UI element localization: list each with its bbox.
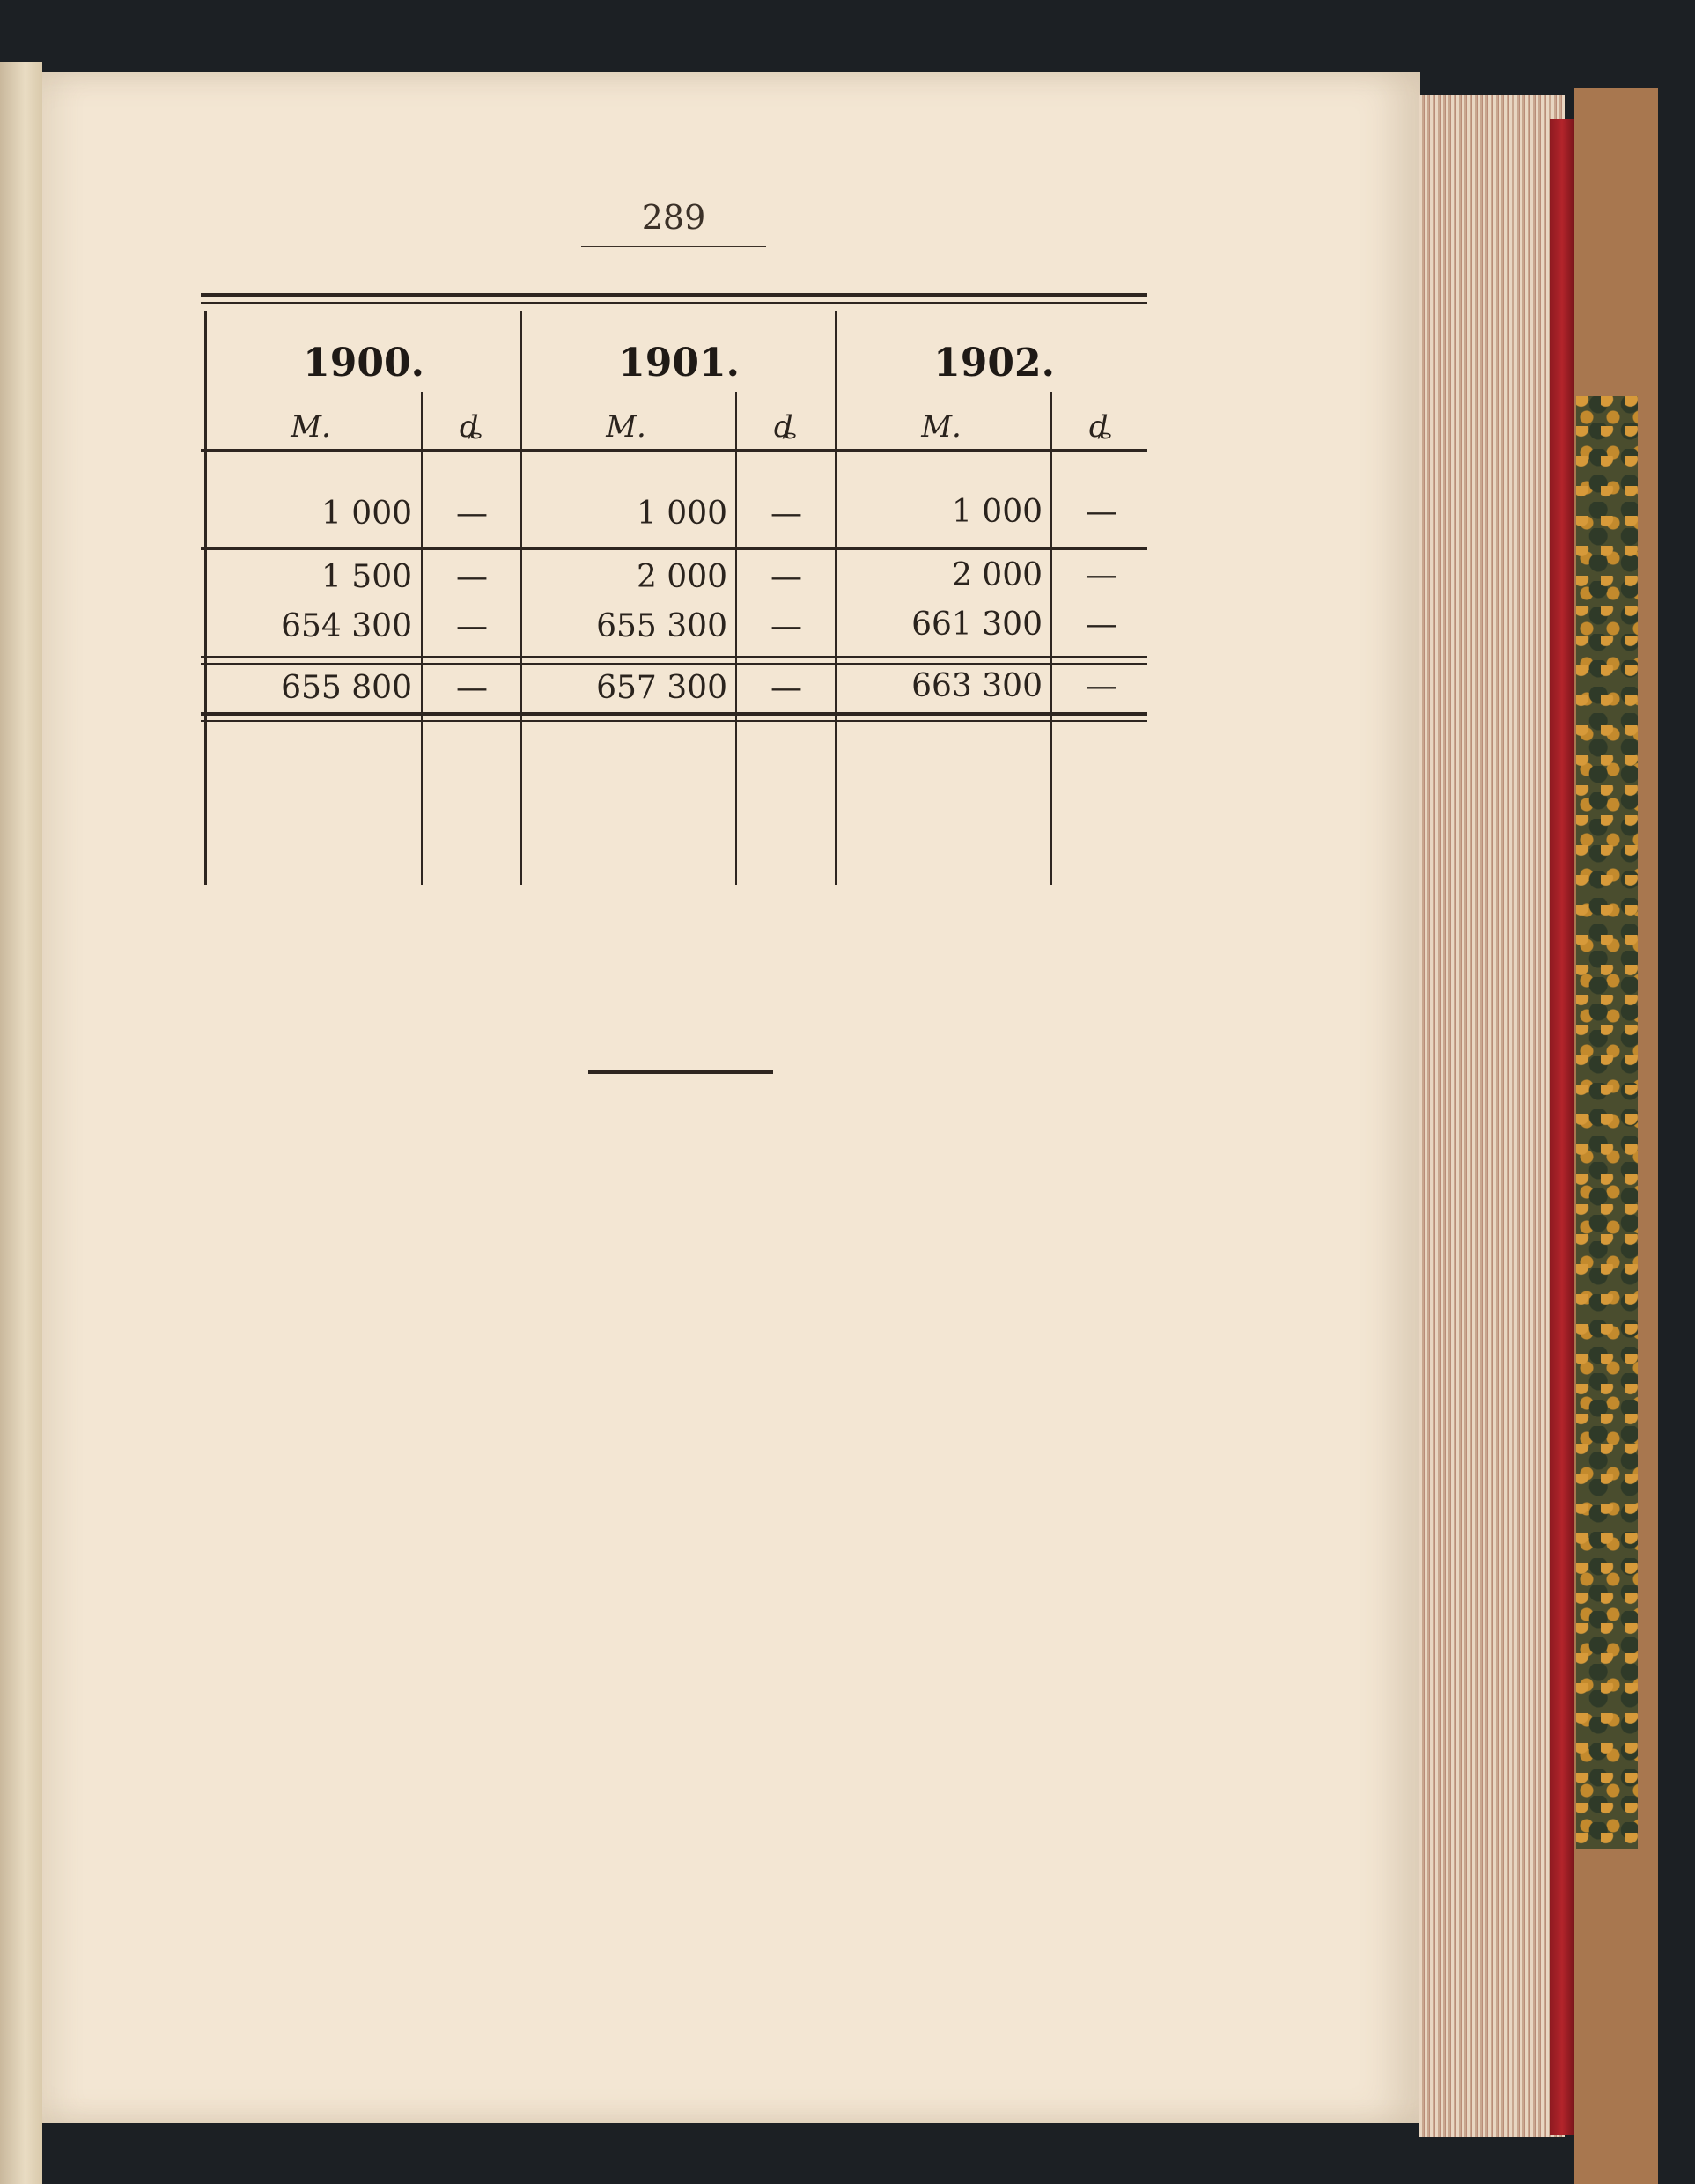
table-cell: — xyxy=(770,608,802,644)
unit-mark-1900: M. xyxy=(291,409,331,445)
table-top-rule xyxy=(201,293,1147,297)
total-rule xyxy=(201,656,1147,658)
table-cell: — xyxy=(770,559,802,595)
table-cell: 655 300 xyxy=(596,608,727,644)
table-col-line xyxy=(204,462,207,885)
table-total-cell: — xyxy=(456,670,488,706)
marbled-spine xyxy=(1576,396,1638,1849)
table-top-rule-2 xyxy=(201,302,1147,304)
page-number: 289 xyxy=(581,198,766,247)
unit-pfennig-1900: ȡ xyxy=(459,409,484,445)
table-cell: — xyxy=(1086,557,1117,593)
table-cell: — xyxy=(456,496,488,532)
unit-pfennig-1901: ȡ xyxy=(773,409,799,445)
table-cell: — xyxy=(1086,494,1117,530)
table-total-cell: 655 800 xyxy=(281,670,412,706)
row-rule xyxy=(201,547,1147,550)
red-page-edge xyxy=(1550,119,1574,2135)
page-stack-edges xyxy=(1419,95,1565,2137)
table-cell: 1 000 xyxy=(321,496,412,532)
table-col-line xyxy=(835,311,837,885)
table-col-line xyxy=(735,392,737,885)
table-total-cell: — xyxy=(1086,668,1117,704)
bottom-rule-2 xyxy=(201,720,1147,722)
unit-mark-1901: M. xyxy=(606,409,646,445)
total-rule-2 xyxy=(201,663,1147,665)
table-cell: 2 000 xyxy=(951,557,1043,593)
table-col-line xyxy=(1050,392,1052,885)
year-header-1902: 1902. xyxy=(933,341,1055,386)
table-total-cell: 663 300 xyxy=(911,668,1043,704)
year-header-1900: 1900. xyxy=(303,341,424,386)
budget-table xyxy=(201,286,1147,885)
table-cell: 654 300 xyxy=(281,608,412,644)
table-cell: — xyxy=(1086,607,1117,643)
year-header-1901: 1901. xyxy=(618,341,740,386)
header-rule xyxy=(201,449,1147,452)
table-cell: 1 000 xyxy=(951,494,1043,530)
table-cell: 661 300 xyxy=(911,607,1043,643)
table-cell: 1 000 xyxy=(636,496,727,532)
table-cell: — xyxy=(456,559,488,595)
table-col-line xyxy=(204,311,207,465)
table-col-line xyxy=(421,392,423,885)
unit-mark-1902: M. xyxy=(921,409,962,445)
table-cell: 2 000 xyxy=(636,559,727,595)
bottom-rule xyxy=(201,712,1147,716)
table-col-line xyxy=(520,311,522,885)
table-total-cell: — xyxy=(770,670,802,706)
section-divider xyxy=(588,1070,773,1074)
table-cell: — xyxy=(456,608,488,644)
table-cell: — xyxy=(770,496,802,532)
table-cell: 1 500 xyxy=(321,559,412,595)
table-total-cell: 657 300 xyxy=(596,670,727,706)
left-page-edge xyxy=(0,62,42,2184)
unit-pfennig-1902: ȡ xyxy=(1088,409,1114,445)
